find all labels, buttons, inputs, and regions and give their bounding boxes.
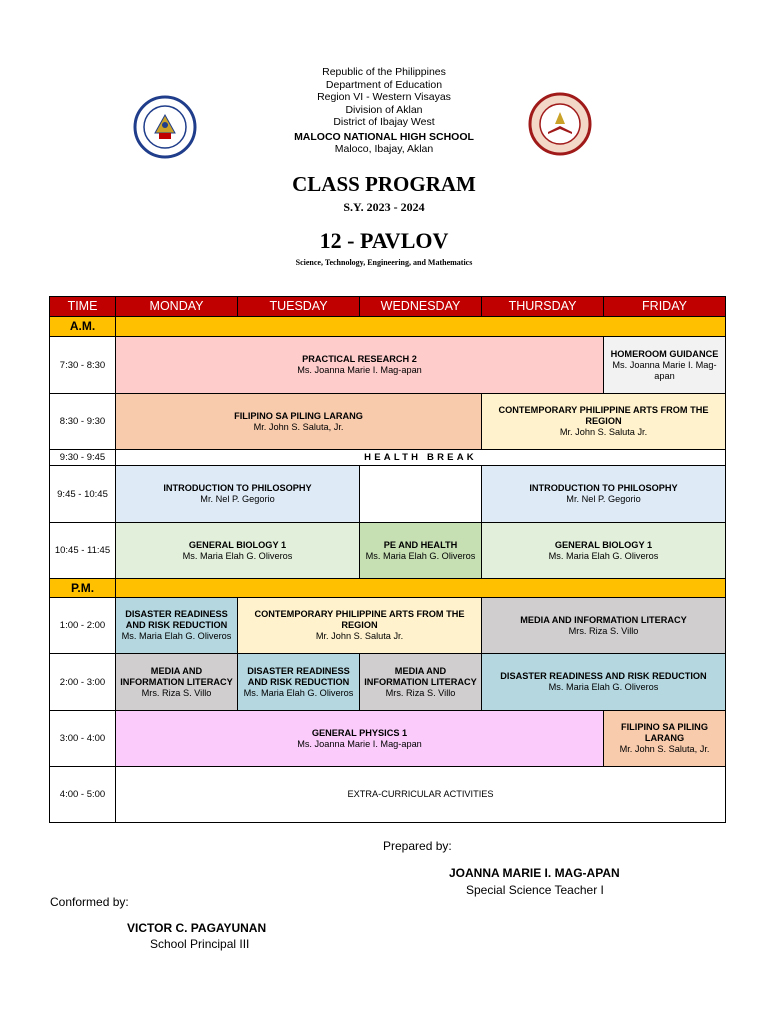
subject-name: PRACTICAL RESEARCH 2 (302, 354, 417, 364)
class-filipino-sa-piling-larang (603, 710, 726, 767)
time-slot: 10:45 - 11:45 (49, 522, 116, 579)
subject-name: GENERAL BIOLOGY 1 (554, 539, 653, 550)
column-header-friday: FRIDAY (603, 296, 726, 317)
class-drrr (481, 653, 726, 711)
time-slot: 7:30 - 8:30 (49, 336, 116, 394)
class-filipino-sa-piling-larang (115, 393, 482, 450)
subject-name: FILIPINO SA PILING LARANG (234, 410, 363, 421)
teacher-name: Mrs. Riza S. Villo (568, 625, 639, 636)
school-name: MALOCO NATIONAL HIGH SCHOOL (294, 130, 474, 143)
prepared-by-title: Special Science Teacher I (466, 883, 604, 897)
time-slot: 3:00 - 4:00 (49, 710, 116, 767)
column-header-monday: MONDAY (115, 296, 238, 317)
conformed-by-name: VICTOR C. PAGAYUNAN (127, 921, 267, 935)
subject-name: MEDIA AND INFORMATION LITERACY (120, 665, 233, 687)
subject-name: FILIPINO SA PILING LARANG (621, 722, 708, 743)
time-slot: 9:30 - 9:45 (49, 449, 116, 466)
teacher-name: Ms. Maria Elah G. Oliveros (182, 550, 293, 561)
subject-name: INTRODUCTION TO PHILOSOPHY (529, 483, 678, 493)
header-line-2: Department of Education (325, 78, 443, 91)
column-header-tuesday: TUESDAY (237, 296, 360, 317)
conformed-by-title: School Principal III (150, 937, 250, 951)
teacher-name: Ms. Maria Elah G. Oliveros (548, 550, 659, 561)
pm-label: P.M. (49, 578, 116, 598)
header-line-5: District of Ibajay West (333, 116, 435, 128)
column-header-thursday: THURSDAY (481, 296, 604, 317)
class-contemporary-arts (237, 597, 482, 654)
column-header-time: TIME (49, 296, 116, 317)
subject-name: HOMEROOM GUIDANCE (610, 348, 719, 359)
subject-name: DISASTER READINESS AND RISK REDUCTION (500, 671, 707, 681)
am-band (115, 316, 726, 337)
teacher-name: Mrs. Riza S. Villo (385, 687, 456, 698)
teacher-name: Mrs. Riza S. Villo (141, 687, 212, 698)
subject-name: PE AND HEALTH (383, 539, 458, 550)
teacher-name: Mr. John S. Saluta Jr. (559, 427, 648, 437)
extra-curricular-activities: EXTRA-CURRICULAR ACTIVITIES (115, 766, 726, 823)
school-address: Maloco, Ibajay, Aklan (334, 143, 434, 155)
section-name: 12 - PAVLOV (319, 228, 449, 253)
prepared-by-label: Prepared by: (383, 839, 452, 853)
subject-name: GENERAL PHYSICS 1 (311, 727, 408, 738)
subject-name: GENERAL BIOLOGY 1 (188, 539, 287, 550)
teacher-name: Ms. Joanna Marie I. Mag-apan (612, 359, 717, 381)
subject-name: INTRODUCTION TO PHILOSOPHY (163, 483, 312, 493)
teacher-name: Ms. Joanna Marie I. Mag-apan (297, 738, 422, 749)
teacher-name: Ms. Maria Elah G. Oliveros (548, 682, 659, 692)
class-general-physics (115, 710, 604, 767)
time-slot: 8:30 - 9:30 (49, 393, 116, 450)
teacher-name: Mr. Nel P. Gegorio (200, 494, 275, 504)
header-line-4: Division of Aklan (345, 103, 423, 116)
empty-slot (359, 465, 482, 523)
time-slot: 9:45 - 10:45 (49, 465, 116, 523)
teacher-name: Mr. John S. Saluta, Jr. (619, 744, 710, 754)
time-slot: 4:00 - 5:00 (49, 766, 116, 823)
subject-name: DISASTER READINESS AND RISK REDUCTION (247, 665, 350, 687)
time-slot: 1:00 - 2:00 (49, 597, 116, 654)
am-label: A.M. (49, 316, 116, 337)
header-line-1: Republic of the Philippines (322, 66, 446, 78)
teacher-name: Mr. John S. Saluta Jr. (315, 631, 404, 641)
class-practical-research-2 (115, 336, 604, 394)
prepared-by-name: JOANNA MARIE I. MAG-APAN (449, 866, 620, 880)
class-general-biology (481, 522, 726, 579)
column-header-wednesday: WEDNESDAY (359, 296, 482, 317)
class-homeroom-guidance (603, 336, 726, 394)
subject-name: MEDIA AND INFORMATION LITERACY (520, 614, 687, 625)
header-line-3: Region VI - Western Visayas (317, 91, 451, 103)
document-header (0, 66, 768, 156)
teacher-name: Ms. Maria Elah G. Oliveros (243, 687, 354, 698)
page-title: CLASS PROGRAM (292, 172, 476, 196)
subject-name: CONTEMPORARY PHILIPPINE ARTS FROM THE REGION (254, 609, 465, 630)
teacher-name: Mr. John S. Saluta, Jr. (253, 421, 344, 432)
subject-name: MEDIA AND INFORMATION LITERACY (364, 665, 477, 687)
class-contemporary-arts (481, 393, 726, 450)
health-break: HEALTH BREAK (115, 449, 726, 466)
class-media-info-literacy (481, 597, 726, 654)
school-year: S.Y. 2023 - 2024 (343, 200, 425, 214)
class-media-info-literacy (115, 653, 238, 711)
teacher-name: Ms. Maria Elah G. Oliveros (365, 550, 476, 561)
class-intro-philosophy (115, 465, 360, 523)
class-general-biology (115, 522, 360, 579)
pm-band (115, 578, 726, 598)
class-pe-and-health (359, 522, 482, 579)
time-slot: 2:00 - 3:00 (49, 653, 116, 711)
class-drrr (115, 597, 238, 654)
teacher-name: Mr. Nel P. Gegorio (566, 494, 641, 504)
class-intro-philosophy (481, 465, 726, 523)
subject-name: CONTEMPORARY PHILIPPINE ARTS FROM THE REGION (498, 405, 709, 426)
class-media-info-literacy (359, 653, 482, 711)
strand-name: Science, Technology, Engineering, and Mathematics (295, 258, 473, 267)
teacher-name: Ms. Maria Elah G. Oliveros (121, 631, 232, 641)
teacher-name: Ms. Joanna Marie I. Mag-apan (297, 365, 422, 375)
class-drrr (237, 653, 360, 711)
subject-name: DISASTER READINESS AND RISK REDUCTION (125, 609, 228, 630)
conformed-by-label: Conformed by: (50, 895, 129, 909)
